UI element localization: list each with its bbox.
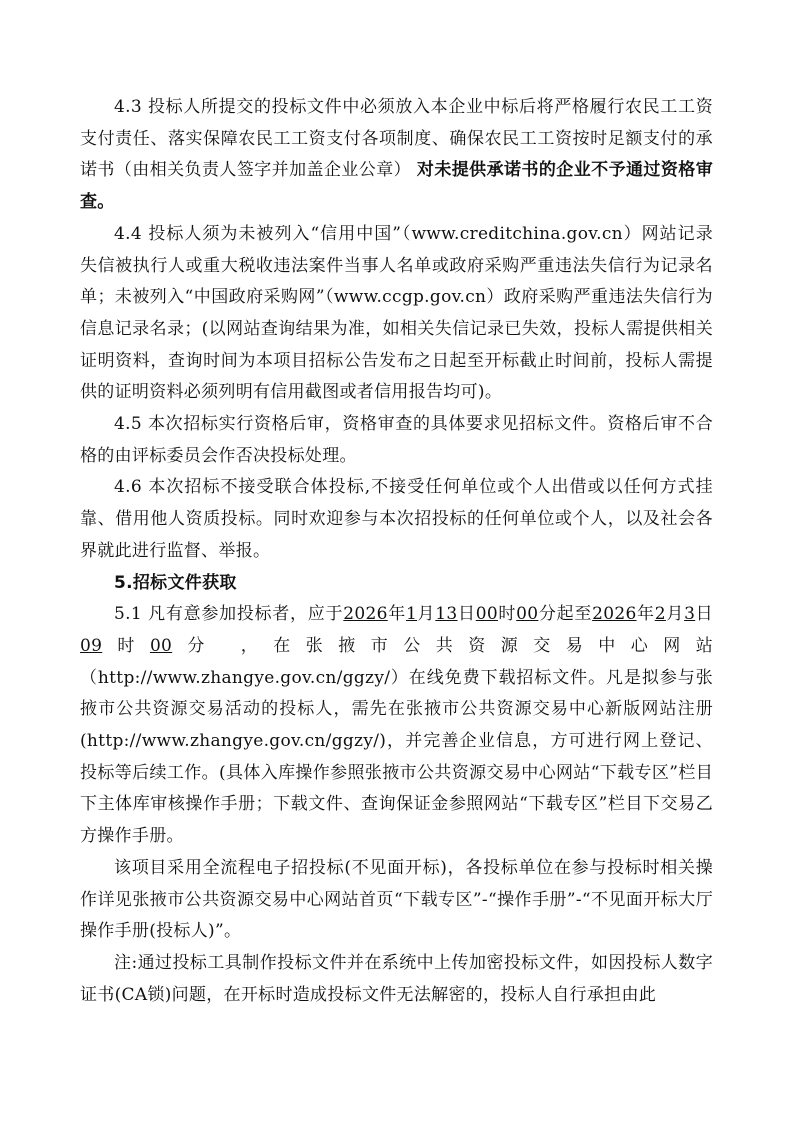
clause-5-1-prefix: 5.1 凡有意参加投标者，应于	[114, 604, 344, 625]
online-bidding-paragraph: 该项目采用全流程电子招投标(不见面开标)，各投标单位在参与投标时相关操作详见张掖市公共资源交易中心网站首页“下载专区”-“操作手册”-“不见面开标大厅操作手册(投标人)”。	[80, 857, 713, 942]
clause-4-3-bold-text: 对未提供承诺书的企业不予通过资格审查。	[80, 160, 713, 213]
hour-unit: 时	[102, 635, 150, 656]
section-5-heading: 5.招标文件获取	[114, 572, 237, 593]
clause-4-4: 4.4 投标人须为未被列入“信用中国”（www.creditchina.gov.cn）网站记录失信被执行人或重大税收违法案件当事人名单或政府采购严重违法失信行为记录名单；未被列入“中国政府采购网”（www.ccgp.gov.cn）政府采购严重违法失信行为信息记录名录；(以网站查询结果为准，如相关失信记录已失效，投标人需提供相关证明资料，查询时间为本项目招标公告发布之日起至开标截止时间前，投标人需提供的证明资料必须列明有信用截图或者信用报告均可)。	[80, 223, 713, 403]
end-year: 2026	[592, 604, 637, 625]
clause-4-5: 4.5 本次招标实行资格后审，资格审查的具体要求见招标文件。资格后审不合格的由评标委员会作否决投标处理。	[80, 414, 713, 466]
note-paragraph: 注:通过投标工具制作投标文件并在系统中上传加密投标文件，如因投标人数字证书(CA锁)问题，在开标时造成投标文件无法解密的，投标人自行承担由此	[80, 952, 713, 1005]
month-unit: 月	[665, 604, 685, 625]
clause-5-1-rest: 分 ，在张掖市公共资源交易中心网站（http://www.zhangye.gov.cn/ggzy/）在线免费下载招标文件。凡是拟参与张掖市公共资源交易活动的投标人，需先在张掖市公共资源交易中心新版网站注册(http://www.zhangye.gov.cn/ggzy/)，并完善企业信息，方可进行网上登记、投标等后续工作。(具体入库操作参照张掖市公共资源交易中心网站“下载专区”栏目下主体库审核操作手册；下载文件、查询保证金参照网站“下载专区”栏目下交易乙方操作手册。	[80, 635, 713, 847]
end-day: 3	[684, 604, 696, 625]
end-minute: 00	[149, 635, 173, 656]
clause-4-6: 4.6 本次招标不接受联合体投标,不接受任何单位或个人出借或以任何方式挂靠、借用他人资质投标。同时欢迎参与本次招投标的任何单位或个人，以及社会各界就此进行监督、举报。	[80, 477, 713, 561]
day-unit: 日	[457, 604, 476, 625]
end-month: 2	[654, 604, 666, 625]
start-year: 2026	[343, 604, 388, 625]
start-minute: 00	[516, 604, 539, 625]
clause-5-1	[80, 599, 713, 853]
start-hour: 00	[475, 604, 498, 625]
start-month: 1	[405, 604, 418, 625]
hour-unit: 时	[497, 604, 517, 625]
minute-unit-through: 分起至	[538, 604, 593, 625]
year-unit: 年	[636, 604, 655, 625]
clause-4-3-text: 4.3 投标人所提交的投标文件中必须放入本企业中标后将严格履行农民工工资支付责任、落实保障农民工工资支付各项制度、确保农民工工资按时足额支付的承诺书（由相关负责人签字并加盖企业公章）	[80, 97, 713, 181]
year-unit: 年	[387, 604, 406, 625]
end-hour: 09	[80, 635, 103, 656]
month-unit: 月	[417, 604, 436, 625]
clause-4-3	[80, 92, 713, 219]
day-unit: 日	[695, 604, 713, 625]
start-day: 13	[435, 604, 458, 625]
